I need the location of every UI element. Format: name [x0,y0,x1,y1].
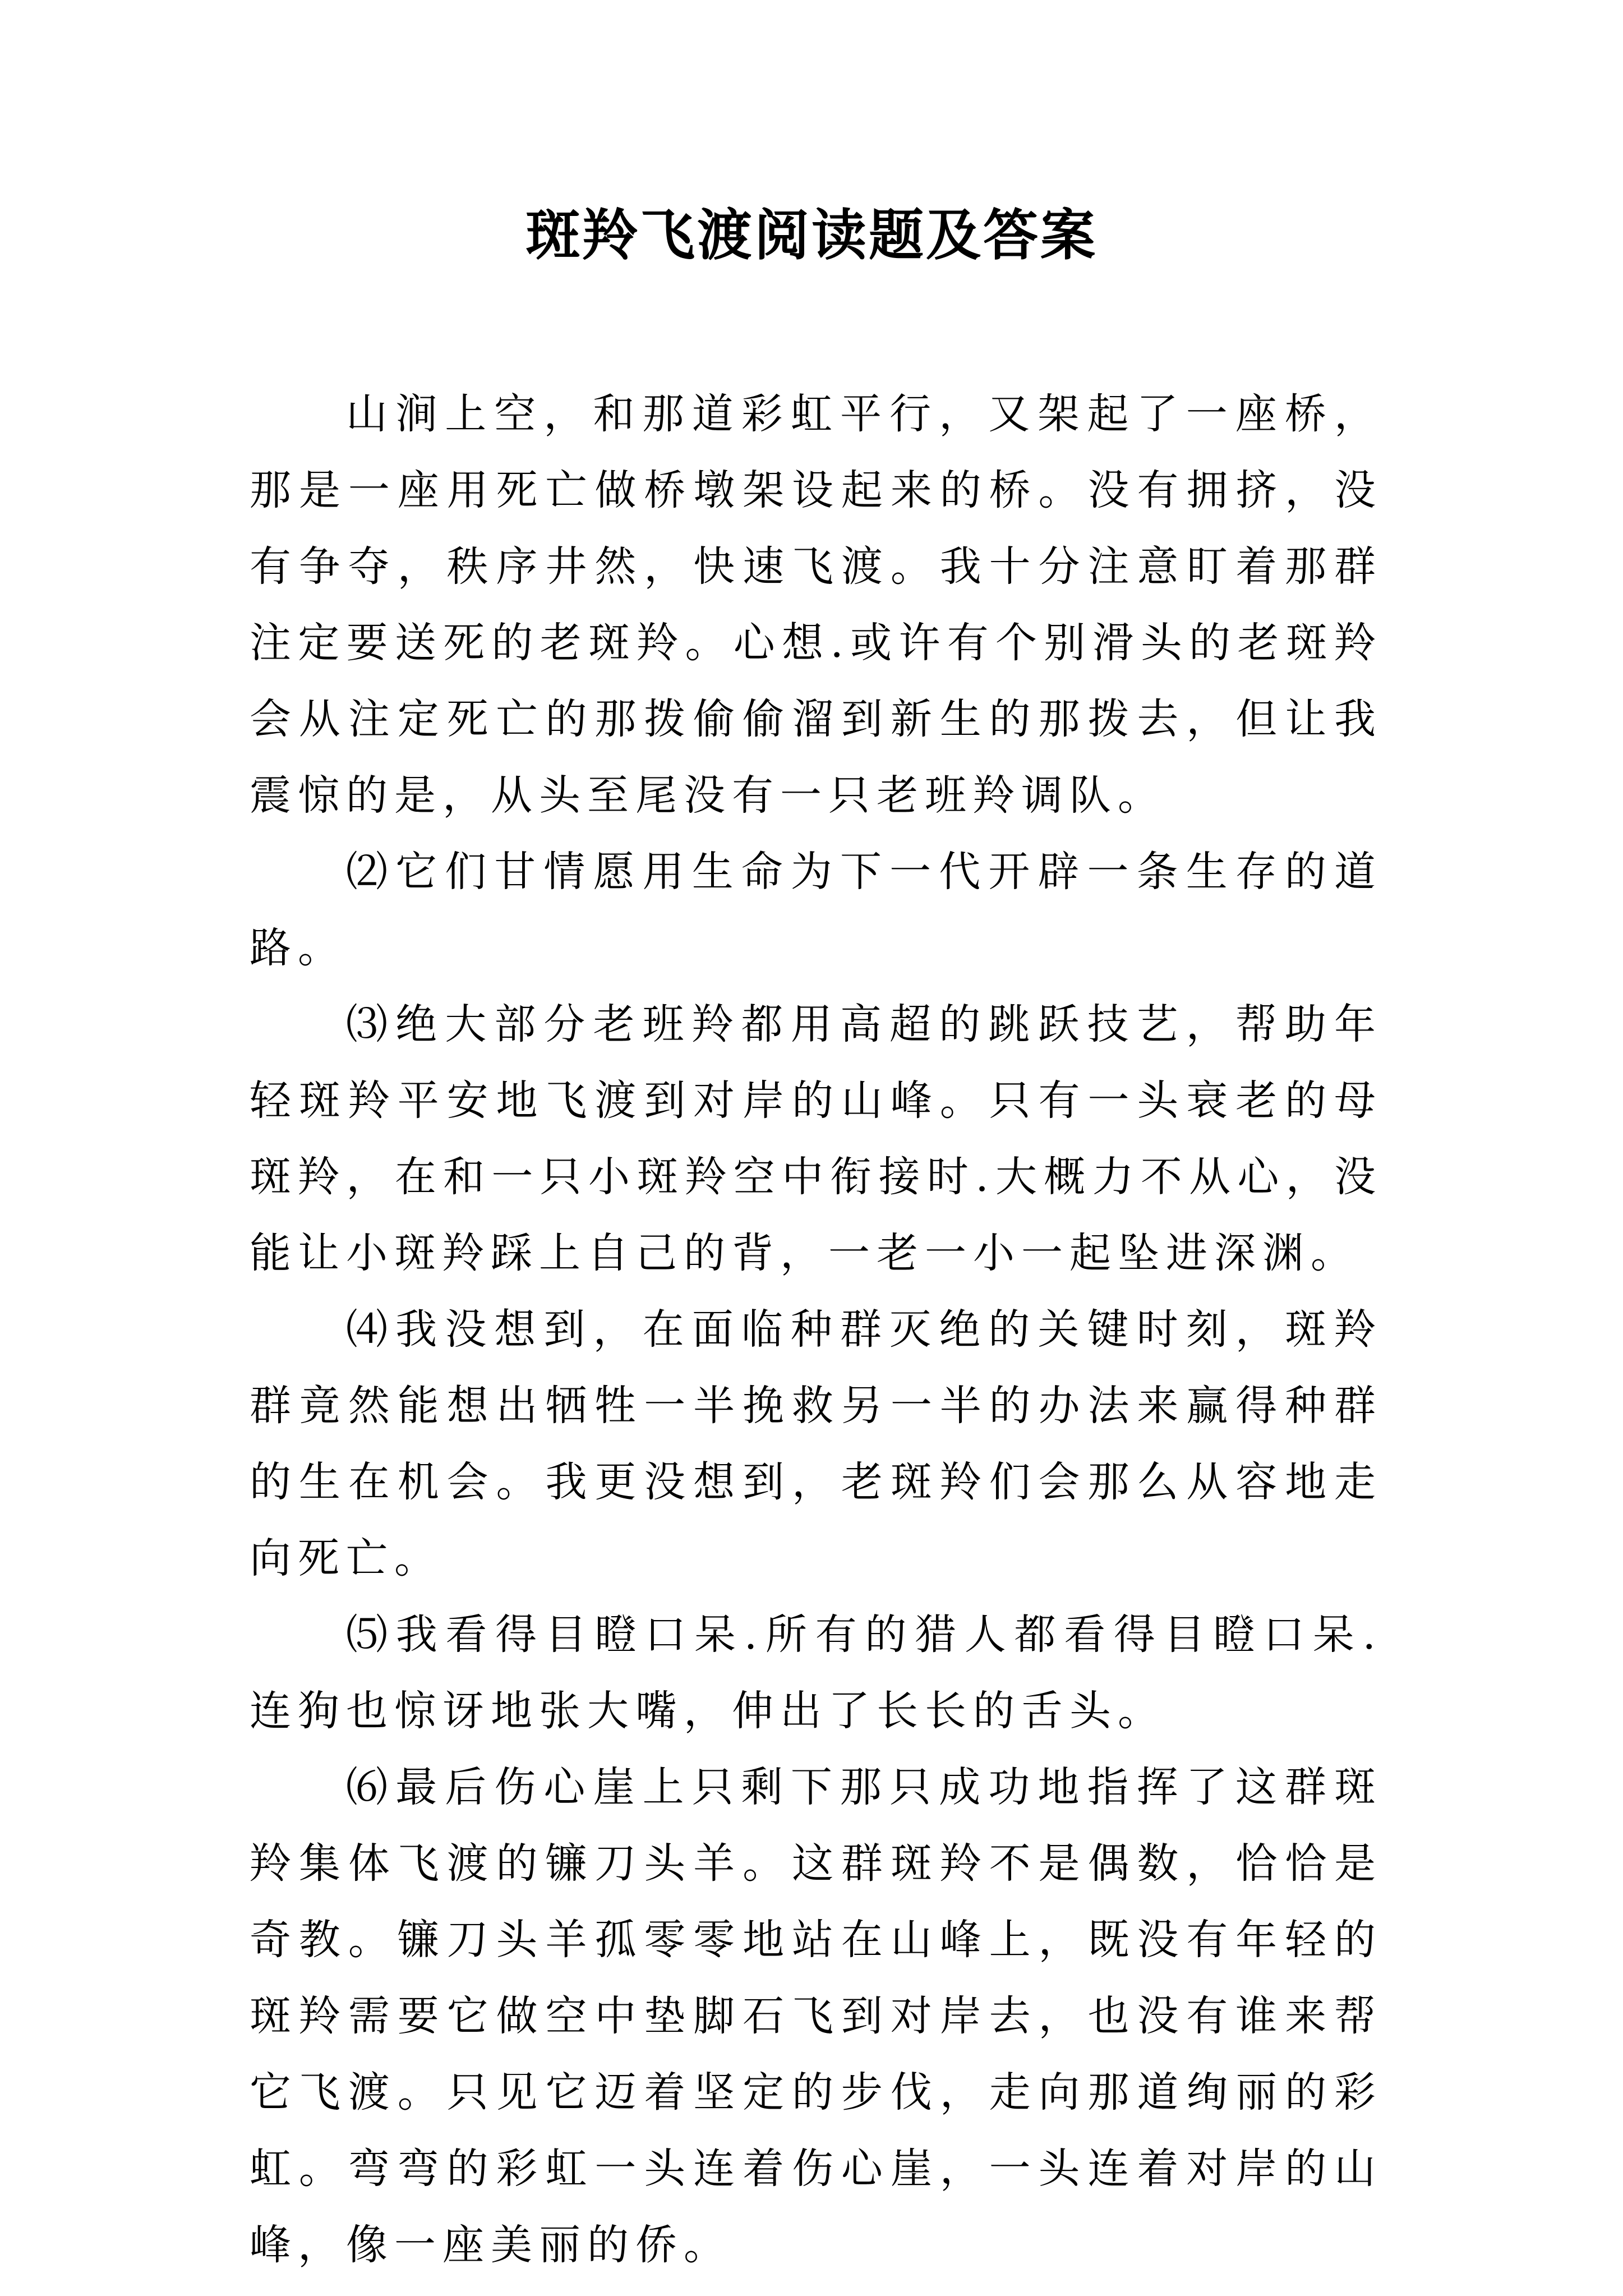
paragraph-5: ⑸我看得目瞪口呆.所有的猎人都看得目瞪口呆.连狗也惊讶地张大嘴，伸出了长长的舌头。 [250,1611,1382,1735]
paragraph-2: ⑵它们甘情愿用生命为下一代开辟一条生存的道路。 [250,848,1382,972]
paragraph-3: ⑶绝大部分老班羚都用高超的跳跃技艺，帮助年轻斑羚平安地飞渡到对岸的山峰。只有一头衰老的母斑羚，在和一只小斑羚空中衔接时.大概力不从心，没能让小斑羚踩上自己的背，一老一小一起坠进深渊。 [250,1000,1382,1277]
paragraph-4: ⑷我没想到，在面临种群灭绝的关键时刻，斑羚群竟然能想出牺牲一半挽救另一半的办法来赢得种群的生在机会。我更没想到，老斑羚们会那么从容地走向死亡。 [250,1305,1382,1582]
document-body [250,376,1382,2283]
document-title: 斑羚飞渡阅读题及答案 [525,203,1098,268]
paragraph-1: 山涧上空，和那道彩虹平行，又架起了一座桥，那是一座用死亡做桥墩架设起来的桥。没有拥挤，没有争夺，秩序井然，快速飞渡。我十分注意盯着那群注定要送死的老斑羚。心想.或许有个别滑头的老斑羚会从注定死亡的那拨偷偷溜到新生的那拨去，但让我震惊的是，从头至尾没有一只老班羚调队。 [250,390,1382,820]
paragraph-6: ⑹最后伤心崖上只剩下那只成功地指挥了这群斑羚集体飞渡的镰刀头羊。这群斑羚不是偶数，恰恰是奇教。镰刀头羊孤零零地站在山峰上，既没有年轻的斑羚需要它做空中垫脚石飞到对岸去，也没有谁来帮它飞渡。只见它迈着坚定的步伐，走向那道绚丽的彩虹。弯弯的彩虹一头连着伤心崖，一头连着对岸的山峰，像一座美丽的侨。 [250,1763,1382,2269]
